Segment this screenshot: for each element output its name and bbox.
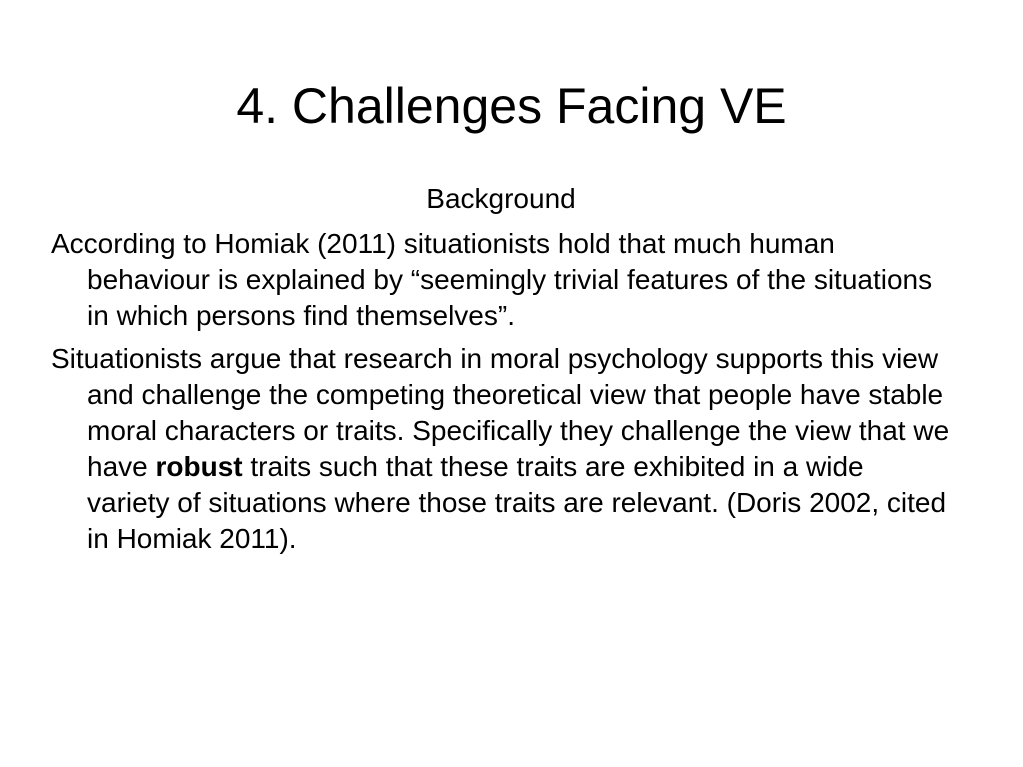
paragraph-situationists [51,341,951,557]
slide-title: 4. Challenges Facing VE [236,78,787,134]
paragraph-situationists-text-start: Situationists argue that research in moral psychology supports this view and challenge the competing theoretical view that people have stable moral characters or traits. Specifically they challenge the view that we have [51,343,950,482]
paragraph-homiak: According to Homiak (2011) situationists hold that much human behaviour is explained by “seemingly trivial features of the situations in which persons find themselves”. [51,228,933,331]
emphasis-robust: robust [155,451,243,482]
section-subheading: Background [426,183,576,214]
slide-body [51,180,951,564]
paragraph-situationists-text-end: traits such that these traits are exhibited in a wide variety of situations where those traits are relevant. (Doris 2002, cited in Homiak 2011). [87,451,947,554]
